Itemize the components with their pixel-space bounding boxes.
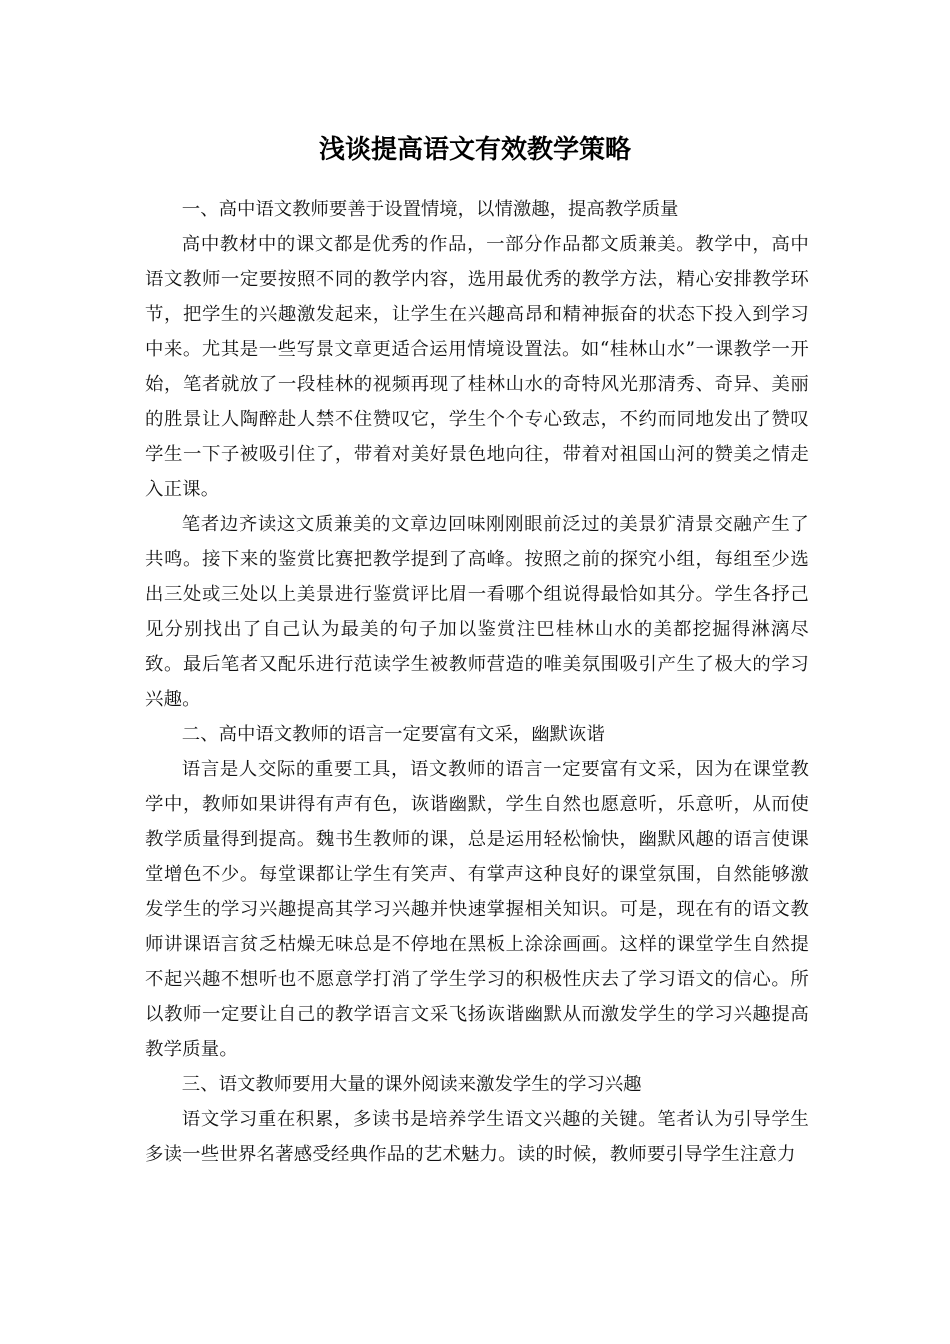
section-heading-2: 二、高中语文教师的语言一定要富有文采，幽默诙谐 — [181, 724, 605, 745]
section-heading-3: 三、语文教师要用大量的课外阅读来激发学生的学习兴趣 — [181, 1074, 642, 1095]
paragraph: 语文学习重在积累，多读书是培养学生语文兴趣的关键。笔者认为引导学生多读一些世界名著感受经典作品的艺术魅力。读的时候，教师要引导学生注意力 — [145, 1109, 809, 1165]
paragraph: 高中教材中的课文都是优秀的作品，一部分作品都文质兼美。教学中，高中语文教师一定要按照不同的教学内容，选用最优秀的教学方法，精心安排教学环节，把学生的兴趣激发起来，让学生在兴趣高昂和精神振奋的状态下投入到学习中来。尤其是一些写景文章更适合运用情境设置法。如“桂林山水”一课教学一开始，笔者就放了一段桂林的视频再现了桂林山水的奇特风光那清秀、奇异、美丽的胜景让人陶醉赴人禁不住赞叹它，学生个个专心致志，不约而同地发出了赞叹学生一下子被吸引住了，带着对美好景色地向往，带着对祖国山河的赞美之情走入正课。 — [145, 234, 809, 500]
section-heading-1: 一、高中语文教师要善于设置情境，以情激趣，提高教学质量 — [181, 199, 679, 220]
document-body — [145, 192, 809, 1172]
paragraph: 语言是人交际的重要工具，语文教师的语言一定要富有文采，因为在课堂教学中，教师如果讲得有声有色，诙谐幽默，学生自然也愿意听，乐意听，从而使教学质量得到提高。魏书生教师的课，总是运用轻松愉快，幽默风趣的语言使课堂增色不少。每堂课都让学生有笑声、有掌声这种良好的课堂氛围，自然能够激发学生的学习兴趣提高其学习兴趣并快速掌握相关知识。可是，现在有的语文教师讲课语言贫乏枯燥无味总是不停地在黑板上涂涂画画。这样的课堂学生自然提不起兴趣不想听也不愿意学打消了学生学习的积极性庆去了学习语文的信心。所以教师一定要让自己的教学语言文采飞扬诙谐幽默从而激发学生的学习兴趣提高教学质量。 — [145, 759, 809, 1060]
page-title: 浅谈提高语文有效教学策略 — [318, 135, 631, 165]
paragraph: 笔者边齐读这文质兼美的文章边回味刚刚眼前泛过的美景犷清景交融产生了共鸣。接下来的鉴赏比赛把教学提到了高峰。按照之前的探究小组，每组至少选出三处或三处以上美景进行鉴赏评比眉一看哪个组说得最恰如其分。学生各抒己见分别找出了自己认为最美的句子加以鉴赏注巴桂林山水的美都挖掘得淋漓尽致。最后笔者又配乐进行范读学生被教师营造的唯美氛围吸引产生了极大的学习兴趣。 — [145, 514, 809, 710]
